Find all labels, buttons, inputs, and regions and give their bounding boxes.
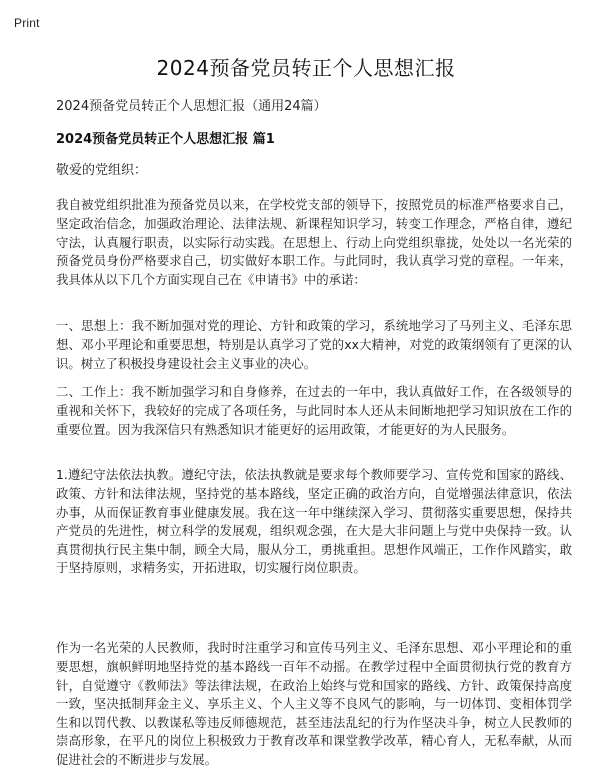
print-label: Print [14, 16, 40, 30]
section-heading: 2024预备党员转正个人思想汇报 篇1 [56, 132, 275, 147]
paragraph: 1.遵纪守法依法执教。遵纪守法，依法执教就是要求每个教师要学习、宣传党和国家的路线、政策、方针和法律法规，坚持党的基本路线，坚定正确的政治方向，自觉增强法律意识，依法办事，从而保证教育事业健康发展。我在这一年中继续深入学习、贯彻落实重要思想，保持共产党员的先进性，树立科学的发展观，组织观念强，在大是大非问题上与党中央保持一致。认真贯彻执行民主集中制，顾全大局，服从分工，勇挑重担。思想作风端正，工作作风踏实，敢于坚持原则，求精务实，开拓进取，切实履行岗位职责。 [56, 467, 572, 576]
greeting: 敬爱的党组织： [56, 163, 148, 178]
paragraph: 我自被党组织批准为预备党员以来，在学校党支部的领导下，按照党员的标准严格要求自己，坚定政治信念，加强政治理论、法律法规、新课程知识学习，转变工作理念，严格自律，遵纪守法，认真履行职责，以实际行动实践。在思想上、行动上向党组织靠拢，处处以一名光荣的预备党员身份严格要求自己，切实做好本职工作。与此同时，我认真学习党的章程。一年来，我具体从以下几个方面实现自己在《申请书》中的承诺： [56, 197, 572, 287]
paragraph: 作为一名光荣的人民教师，我时时注重学习和宣传马列主义、毛泽东思想、邓小平理论和的重要思想，旗帜鲜明地坚持党的基本路线一百年不动摇。在教学过程中全面贯彻执行党的教育方针，自觉遵守《教师法》等法律法规，在政治上始终与党和国家的路线、方针、政策保持高度一致，坚决抵制拜金主义、享乐主义、个人主义等不良风气的影响，与一切体罚、变相体罚学生和以罚代教、以教谋私等违反师德规范，甚至违法乱纪的行为作坚决斗争，树立人民教师的崇高形象，在平凡的岗位上积极致力于教育改革和课堂教学改革，精心育人，无私奉献，从而促进社会的不断进步与发展。 [56, 640, 572, 767]
document-title: 2024预备党员转正个人思想汇报 [156, 56, 456, 80]
document-subtitle: 2024预备党员转正个人思想汇报（通用24篇） [56, 99, 327, 114]
paragraph: 二、工作上：我不断加强学习和自身修养，在过去的一年中，我认真做好工作，在各级领导的重视和关怀下，我较好的完成了各项任务，与此同时本人还从未间断地把学习知识放在工作的重要位置。因为我深信只有熟悉知识才能更好的运用政策，才能更好的为人民服务。 [56, 384, 572, 437]
paragraph: 一、思想上：我不断加强对党的理论、方针和政策的学习，系统地学习了马列主义、毛泽东思想、邓小平理论和重要思想，特别是认真学习了党的xx大精神，对党的政策纲领有了更深的认识。树立了积极投身建设社会主义事业的决心。 [56, 318, 572, 371]
